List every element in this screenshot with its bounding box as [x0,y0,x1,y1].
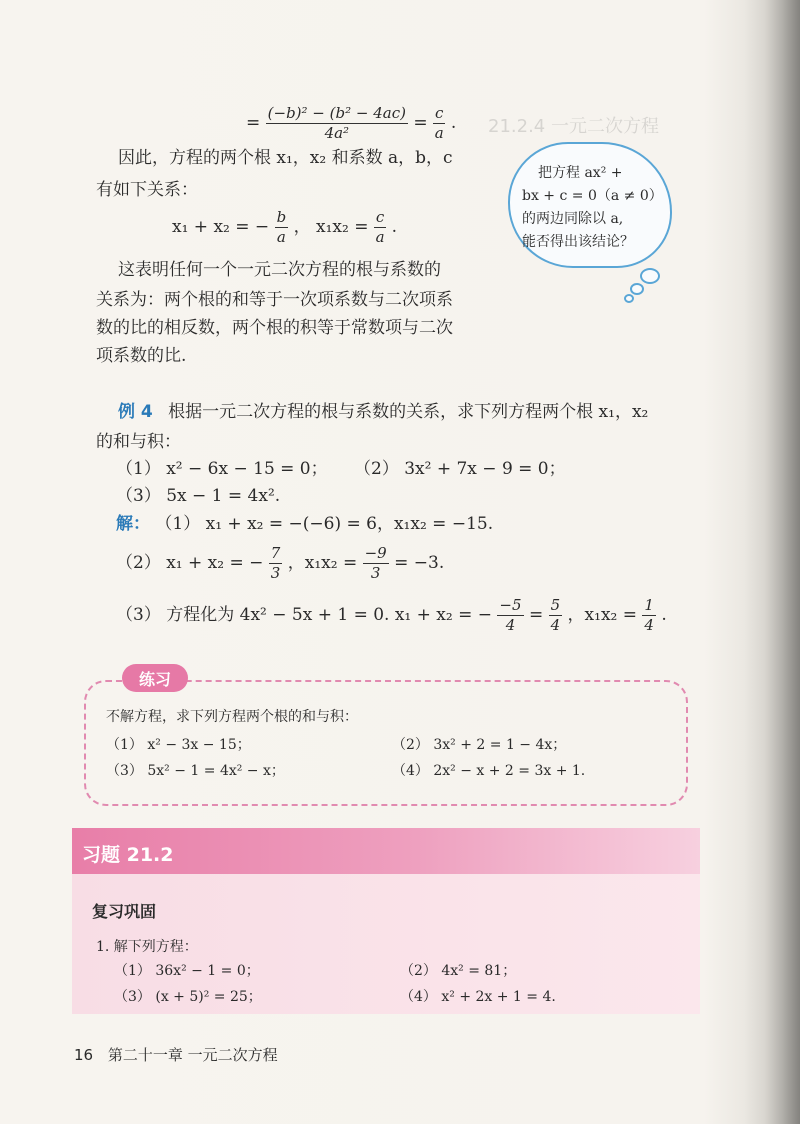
fraction-denominator: a [276,228,286,246]
vieta-relations [172,210,397,245]
fraction-numerator: −9 [364,544,387,562]
practice-q3: （3） 5x² − 1 = 4x² − x； [106,763,285,779]
solution-3-text: （3） 方程化为 4x² − 5x + 1 = 0. x₁ + x₂ = − [116,605,492,625]
para2-line4: 项系数的比. [96,346,187,366]
solution-2-sum: （2） x₁ + x₂ = − [116,553,264,573]
cloud-line2: bx + c = 0（a ≠ 0） [522,188,663,204]
para2-line3: 数的比的相反数，两个根的积等于常数项与二次 [96,318,453,338]
fraction-denominator: a [375,228,385,246]
chapter-title: 第二十一章 一元二次方程 [107,1046,278,1064]
exercise-q-intro: 1. 解下列方程： [96,939,198,955]
practice-q1: （1） x² − 3x − 15； [106,737,251,753]
thought-bubble-large [640,268,660,284]
fraction-numerator: c [375,208,385,226]
book-spine-shadow [764,0,800,1124]
para2-line1: 这表明任何一个一元二次方程的根与系数的 [118,260,441,280]
para1-line1: 因此，方程的两个根 x₁，x₂ 和系数 a，b，c [118,148,453,168]
derivation-formula [246,106,456,141]
thought-bubble-small [624,294,634,303]
solution-3-product: ，x₁x₂ = [567,605,637,625]
fraction-numerator: 1 [644,596,654,614]
period: . [450,113,457,133]
thought-bubble-medium [630,283,644,295]
example-text: 根据一元二次方程的根与系数的关系，求下列方程两个根 x₁，x₂ [168,402,649,422]
fraction-numerator: c [435,104,444,122]
fraction-denominator: 3 [270,564,281,582]
solution-2-result: = −3. [394,553,445,573]
minus-five-quarters-fraction [497,598,523,633]
para2-line2: 关系为：两个根的和等于一次项系数与二次项系 [96,290,453,310]
cloud-line1: 把方程 ax² + [538,165,623,181]
solution-1-text: （1） x₁ + x₂ = −(−6) = 6，x₁x₂ = −15. [155,514,494,534]
fraction-denominator: 3 [370,564,381,582]
solution-2-product: ，x₁x₂ = [287,553,358,573]
page-number: 16 [74,1046,94,1064]
cloud-text [522,162,663,254]
seven-thirds-fraction [269,546,283,581]
page-footer [74,1044,278,1065]
fraction-denominator: 4 [644,616,654,634]
para1-line2: 有如下关系： [96,180,198,200]
solution-part-1 [116,516,493,533]
example-heading [118,404,648,421]
fraction-denominator: 4a² [324,124,350,142]
c-over-a-fraction [433,106,445,141]
exercise-title: 习题 21.2 [82,844,174,866]
practice-q4: （4） 2x² − x + 2 = 3x + 1. [392,763,586,779]
fraction-denominator: a [434,124,444,142]
practice-intro: 不解方程，求下列方程两个根的和与积： [106,709,358,725]
exercise-q2: （2） 4x² = 81； [400,963,517,979]
b-over-a-fraction [275,210,289,245]
practice-tag: 练习 [122,664,188,692]
exercise-q1: （1） 36x² − 1 = 0； [114,963,260,979]
product-expression: ， x₁x₂ = [293,217,369,237]
period: . [661,605,667,625]
exercise-section-title: 复习巩固 [92,902,157,921]
fraction-denominator: 4 [550,616,561,634]
solution-part-2 [116,546,444,581]
one-quarter-fraction [642,598,656,633]
cloud-line4: 能否得出该结论？ [522,234,634,250]
solution-part-3 [116,598,667,633]
faded-heading: 21.2.4 一元二次方程 [488,116,659,137]
example-label: 例 4 [118,402,153,422]
example-text-2: 的和与积： [96,432,181,452]
fraction-numerator: 7 [270,544,281,562]
five-quarters-fraction [549,598,563,633]
c-over-a-fraction-2 [374,210,386,245]
fraction-numerator: b [276,208,287,226]
practice-q2: （2） 3x² + 2 = 1 − 4x； [392,737,567,753]
period: . [391,217,398,237]
minus-nine-thirds-fraction [363,546,389,581]
derivation-fraction [266,106,408,141]
solution-label: 解： [116,514,150,534]
equals-sign-2: = [413,113,428,133]
example-problem-2: （2） 3x² + 7x − 9 = 0； [354,459,566,479]
exercise-q4: （4） x² + 2x + 1 = 4. [400,989,556,1005]
exercise-q3: （3） (x + 5)² = 25； [114,989,262,1005]
fraction-denominator: 4 [505,616,516,634]
example-problem-1: （1） x² − 6x − 15 = 0； [116,459,328,479]
fraction-numerator: (−b)² − (b² − 4ac) [267,104,406,122]
sum-expression: x₁ + x₂ = − [172,217,270,237]
fraction-numerator: −5 [499,596,522,614]
fraction-numerator: 5 [550,596,561,614]
equals-sign: = [246,113,261,133]
cloud-line3: 的两边同除以 a, [522,211,624,227]
example-problem-3: （3） 5x − 1 = 4x². [116,486,281,506]
equals-sign: = [528,605,544,625]
